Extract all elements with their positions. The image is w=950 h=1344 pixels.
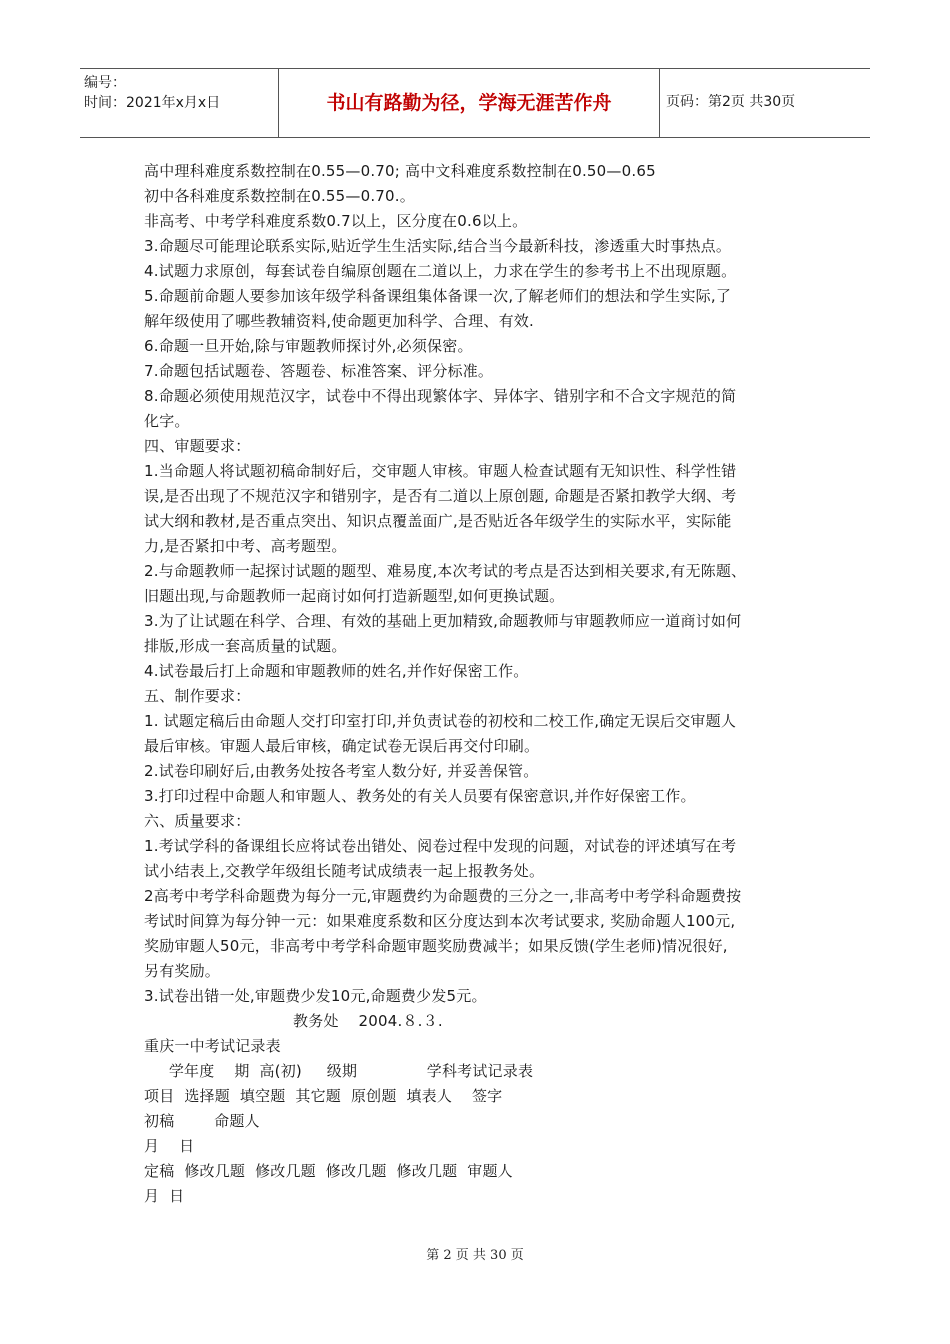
- text-line: 定稿 修改几题 修改几题 修改几题 修改几题 审题人: [144, 1162, 513, 1180]
- text-line: 1. 试题定稿后由命题人交打印室打印,并负责试卷的初校和二校工作,确定无误后交审题人: [144, 712, 737, 730]
- header-page-info-cell: [659, 69, 871, 137]
- text-line: 六、质量要求：: [144, 812, 251, 830]
- text-line: 3.为了让试题在科学、合理、有效的基础上更加精致,命题教师与审题教师应一道商讨如何: [144, 612, 742, 630]
- text-line: 月 日: [144, 1137, 195, 1155]
- header-motto: 书山有路勤为径，学海无涯苦作舟: [326, 92, 612, 114]
- text-line: 力,是否紧扣中考、高考题型。: [144, 537, 347, 555]
- text-line: 8.命题必须使用规范汉字，试卷中不得出现繁体字、异体字、错别字和不合文字规范的简: [144, 387, 737, 405]
- text-line: 试大纲和教材,是否重点突出、知识点覆盖面广,是否贴近各年级学生的实际水平，实际能: [144, 512, 732, 530]
- text-line: 非高考、中考学科难度系数0.7以上，区分度在0.6以上。: [144, 212, 528, 230]
- text-line: 最后审核。审题人最后审核，确定试卷无误后再交付印刷。: [144, 737, 540, 755]
- text-line: 3.试卷出错一处,审题费少发10元,命题费少发5元。: [144, 987, 487, 1005]
- text-line: 初中各科难度系数控制在0.55—0.70.。: [144, 187, 415, 205]
- text-line: 高中理科难度系数控制在0.55—0.70; 高中文科难度系数控制在0.50—0.65: [144, 162, 656, 180]
- text-line: 4.试题力求原创，每套试卷自编原创题在二道以上，力求在学生的参考书上不出现原题。: [144, 262, 737, 280]
- document-body: [144, 159, 824, 1209]
- text-line: 2.试卷印刷好后,由教务处按各考室人数分好, 并妥善保管。: [144, 762, 539, 780]
- text-line: 6.命题一旦开始,除与审题教师探讨外,必须保密。: [144, 337, 473, 355]
- text-line: 3.打印过程中命题人和审题人、教务处的有关人员要有保密意识,并作好保密工作。: [144, 787, 696, 805]
- text-line: 7.命题包括试题卷、答题卷、标准答案、评分标准。: [144, 362, 494, 380]
- text-line: 旧题出现,与命题教师一起商讨如何打造新题型,如何更换试题。: [144, 587, 565, 605]
- page-footer: 第 2 页 共 30 页: [426, 1248, 524, 1263]
- text-line: 解年级使用了哪些教辅资料,使命题更加科学、合理、有效.: [144, 312, 534, 330]
- text-line: 月 日: [144, 1187, 185, 1205]
- header-meta: [80, 69, 279, 137]
- page-header: [80, 68, 870, 138]
- text-line: 5.命题前命题人要参加该年级学科备课组集体备课一次,了解老师们的想法和学生实际,了: [144, 287, 732, 305]
- text-line: 化字。: [144, 412, 190, 430]
- document-time: 时间：2021年x月x日: [84, 95, 221, 111]
- text-line: 项目 选择题 填空题 其它题 原创题 填表人 签字: [144, 1087, 503, 1105]
- text-line: 试小结表上,交教学年级组长随考试成绩表一起上报教务处。: [144, 862, 545, 880]
- text-line: 考试时间算为每分钟一元：如果难度系数和区分度达到本次考试要求, 奖励命题人100元,: [144, 912, 736, 930]
- text-line: 4.试卷最后打上命题和审题教师的姓名,并作好保密工作。: [144, 662, 529, 680]
- text-line: 五、制作要求：: [144, 687, 251, 705]
- text-line: 3.命题尽可能理论联系实际,贴近学生生活实际,结合当今最新科技，渗透重大时事热点。: [144, 237, 732, 255]
- text-line: 1.当命题人将试题初稿命制好后，交审题人审核。审题人检查试题有无知识性、科学性错: [144, 462, 737, 480]
- text-line: 重庆一中考试记录表: [144, 1037, 281, 1055]
- text-line: 学年度 期 高(初) 级期 学科考试记录表: [144, 1062, 534, 1080]
- text-line: 四、审题要求：: [144, 437, 251, 455]
- text-line: 初稿 命题人: [144, 1112, 260, 1130]
- header-page-info: 页码：第2页 共30页: [666, 94, 796, 110]
- text-line: 2.与命题教师一起探讨试题的题型、难易度,本次考试的考点是否达到相关要求,有无陈题、: [144, 562, 747, 580]
- text-line: 奖励审题人50元，非高考中考学科命题审题奖励费减半；如果反馈(学生老师)情况很好,: [144, 937, 728, 955]
- text-line: 另有奖励。: [144, 962, 221, 980]
- text-line: 2高考中考学科命题费为每分一元,审题费约为命题费的三分之一,非高考中考学科命题费按: [144, 887, 742, 905]
- document-number: 编号：: [84, 75, 126, 91]
- text-line: 误,是否出现了不规范汉字和错别字，是否有二道以上原创题, 命题是否紧扣教学大纲、考: [144, 487, 737, 505]
- text-line: 教务处 2004.８.３.: [144, 1012, 443, 1030]
- text-line: 1.考试学科的备课组长应将试卷出错处、阅卷过程中发现的问题，对试卷的评述填写在考: [144, 837, 737, 855]
- text-line: 排版,形成一套高质量的试题。: [144, 637, 347, 655]
